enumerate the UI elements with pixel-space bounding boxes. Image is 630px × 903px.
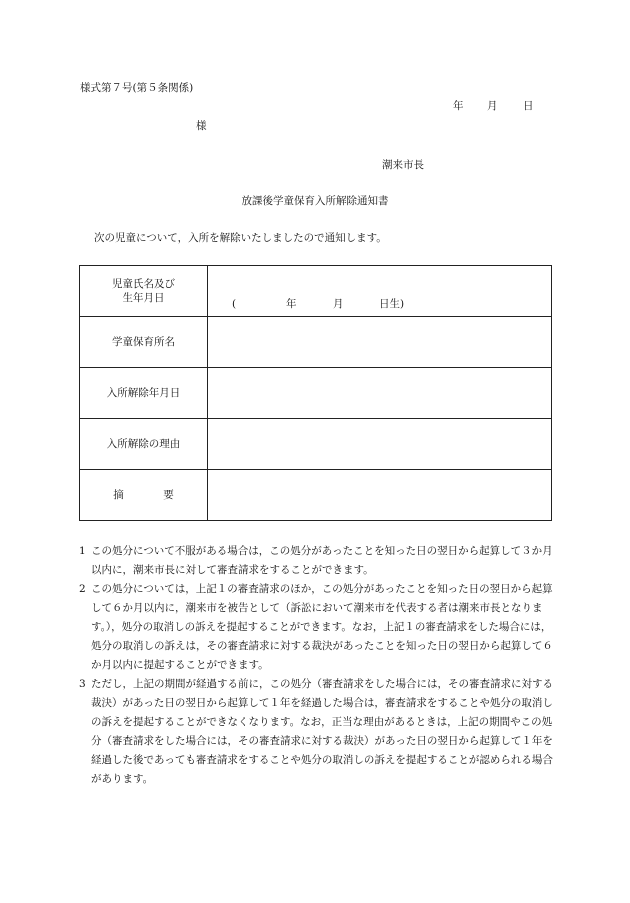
note-text: この処分について不服がある場合は，この処分があったことを知った日の翌日から起算して３か月以内に，潮来市長に対して審査請求をすることができます。 [91, 545, 553, 576]
label-release-date: 入所解除年月日 [80, 368, 208, 419]
remarks-char-2: 要 [163, 488, 174, 501]
table-row [80, 317, 552, 368]
note-number: 2 [79, 583, 86, 595]
intro-text: 次の児童について，入所を解除いたしましたので通知します。 [94, 232, 387, 244]
birth-open-paren: ( [232, 298, 237, 310]
label-facility-name: 学童保育所名 [80, 317, 208, 368]
label-release-reason: 入所解除の理由 [80, 419, 208, 470]
table-row [80, 470, 552, 521]
child-name-birthdate-field[interactable] [208, 266, 552, 317]
date-line [453, 98, 534, 113]
label-child-name-birthdate [80, 266, 208, 317]
release-date-field[interactable] [208, 368, 552, 419]
notice-table [79, 265, 552, 521]
label-line: 児童氏名及び [112, 277, 175, 290]
note-text: ただし，上記の期間が経過する前に，この処分（審査請求をした場合には，その審査請求に対する裁決）があった日の翌日から起算して１年を経過した場合は，審査請求をすることや処分の取消しの訴えを提起することができなくなります。なお，正当な理由があるときは，上記の期間やこの処分（審査請求をした場合には，その審査請求に対する裁決）があった日の翌日から起算して１年を経過した後であっても審査請求をすることや処分の取消しの訴えを提起することが認められる場合があります。 [91, 678, 553, 785]
notes-section [79, 542, 559, 789]
note-item [79, 542, 559, 580]
birth-month-label: 月 [333, 298, 344, 310]
table-row [80, 266, 552, 317]
date-year-label: 年 [453, 100, 464, 112]
label-line: 生年月日 [122, 292, 165, 304]
birthdate-line [232, 296, 404, 311]
birth-year-label: 年 [286, 298, 297, 310]
note-item [79, 580, 559, 675]
birth-day-label: 日生) [379, 298, 405, 310]
note-number: 3 [79, 678, 86, 690]
table-row [80, 368, 552, 419]
date-day-label: 日 [523, 100, 534, 112]
addressee-suffix: 様 [196, 120, 207, 132]
remarks-field[interactable] [208, 470, 552, 521]
remarks-char-1: 摘 [113, 488, 124, 501]
note-text: この処分については，上記１の審査請求のほか，この処分があったことを知った日の翌日から起算して６か月以内に，潮来市を被告として（訴訟において潮来市を代表する者は潮来市長となります。），処分の取消しの訴えを提起することができます。なお，上記１の審査請求をした場合には，処分の取消しの訴えは，その審査請求に対する裁決があったことを知った日の翌日から起算して６か月以内に提起することができます。 [91, 583, 553, 671]
note-number: 1 [79, 545, 86, 557]
note-item [79, 675, 559, 789]
facility-name-field[interactable] [208, 317, 552, 368]
release-reason-field[interactable] [208, 419, 552, 470]
date-month-label: 月 [487, 100, 498, 112]
document-title: 放課後学童保育入所解除通知書 [241, 195, 389, 207]
table-row [80, 419, 552, 470]
label-remarks [80, 470, 208, 521]
issuer: 潮来市長 [382, 159, 424, 171]
form-number: 様式第７号(第５条関係) [80, 82, 194, 94]
